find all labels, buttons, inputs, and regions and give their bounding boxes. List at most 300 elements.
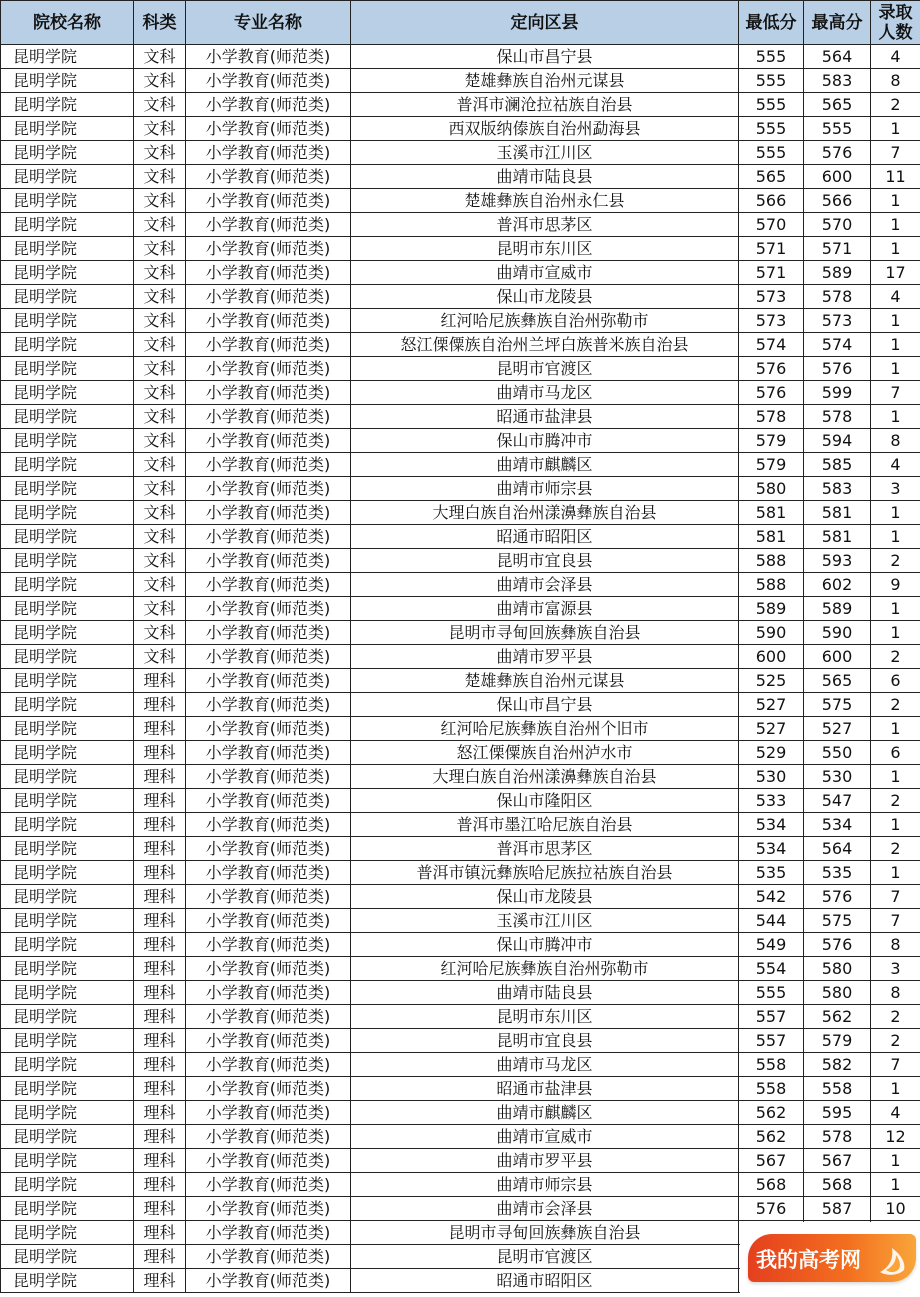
cell-category: 文科 [134, 237, 186, 261]
cell-district: 曲靖市陆良县 [351, 165, 739, 189]
cell-district: 普洱市思茅区 [351, 837, 739, 861]
cell-category: 文科 [134, 501, 186, 525]
cell-min-score: 574 [739, 333, 804, 357]
cell-category: 理科 [134, 1029, 186, 1053]
cell-school: 昆明学院 [1, 789, 134, 813]
cell-school: 昆明学院 [1, 45, 134, 69]
table-row [1, 1005, 920, 1029]
cell-min-score: 588 [739, 549, 804, 573]
table-row [1, 573, 920, 597]
cell-admitted: 1 [871, 213, 920, 237]
cell-school: 昆明学院 [1, 1221, 134, 1245]
table-row [1, 1173, 920, 1197]
cell-category: 文科 [134, 165, 186, 189]
cell-max-score: 558 [804, 1077, 871, 1101]
cell-major: 小学教育(师范类) [186, 645, 351, 669]
cell-major: 小学教育(师范类) [186, 909, 351, 933]
cell-district: 昆明市宜良县 [351, 549, 739, 573]
cell-district: 昆明市宜良县 [351, 1029, 739, 1053]
cell-max-score: 534 [804, 813, 871, 837]
cell-major: 小学教育(师范类) [186, 1221, 351, 1245]
cell-min-score: 566 [739, 189, 804, 213]
cell-category: 理科 [134, 1077, 186, 1101]
header-district: 定向区县 [351, 1, 739, 45]
table-row [1, 285, 920, 309]
cell-school: 昆明学院 [1, 1269, 134, 1293]
cell-admitted: 7 [871, 141, 920, 165]
table-row [1, 909, 920, 933]
cell-admitted: 6 [871, 669, 920, 693]
table-row [1, 237, 920, 261]
cell-district: 昭通市盐津县 [351, 405, 739, 429]
cell-major: 小学教育(师范类) [186, 693, 351, 717]
cell-school: 昆明学院 [1, 93, 134, 117]
cell-school: 昆明学院 [1, 333, 134, 357]
cell-admitted: 4 [871, 453, 920, 477]
cell-district: 普洱市墨江哈尼族自治县 [351, 813, 739, 837]
cell-category: 文科 [134, 597, 186, 621]
cell-district: 保山市隆阳区 [351, 789, 739, 813]
cell-school: 昆明学院 [1, 597, 134, 621]
cell-min-score: 568 [739, 1173, 804, 1197]
table-row [1, 1053, 920, 1077]
cell-school: 昆明学院 [1, 1197, 134, 1221]
table-row [1, 789, 920, 813]
cell-min-score: 555 [739, 141, 804, 165]
table-row [1, 741, 920, 765]
cell-category: 文科 [134, 285, 186, 309]
cell-min-score: 576 [739, 381, 804, 405]
cell-district: 楚雄彝族自治州元谋县 [351, 69, 739, 93]
cell-category: 文科 [134, 549, 186, 573]
cell-school: 昆明学院 [1, 285, 134, 309]
cell-admitted: 1 [871, 813, 920, 837]
cell-category: 理科 [134, 837, 186, 861]
table-row [1, 501, 920, 525]
cell-major: 小学教育(师范类) [186, 1077, 351, 1101]
table-row [1, 333, 920, 357]
cell-max-score: 576 [804, 357, 871, 381]
table-row [1, 1029, 920, 1053]
cell-category: 理科 [134, 813, 186, 837]
cell-max-score: 565 [804, 669, 871, 693]
cell-district: 怒江傈僳族自治州泸水市 [351, 741, 739, 765]
cell-major: 小学教育(师范类) [186, 93, 351, 117]
cell-school: 昆明学院 [1, 981, 134, 1005]
cell-admitted: 3 [871, 957, 920, 981]
cell-max-score: 571 [804, 237, 871, 261]
cell-min-score: 557 [739, 1029, 804, 1053]
cell-max-score: 578 [804, 405, 871, 429]
cell-school: 昆明学院 [1, 405, 134, 429]
cell-admitted: 2 [871, 1029, 920, 1053]
cell-major: 小学教育(师范类) [186, 933, 351, 957]
cell-category: 文科 [134, 213, 186, 237]
cell-category: 理科 [134, 1221, 186, 1245]
cell-min-score: 555 [739, 69, 804, 93]
header-category: 科类 [134, 1, 186, 45]
cell-major: 小学教育(师范类) [186, 597, 351, 621]
cell-school: 昆明学院 [1, 189, 134, 213]
cell-admitted: 2 [871, 693, 920, 717]
cell-category: 文科 [134, 645, 186, 669]
cell-school: 昆明学院 [1, 741, 134, 765]
cell-category: 理科 [134, 909, 186, 933]
cell-school: 昆明学院 [1, 69, 134, 93]
cell-max-score: 547 [804, 789, 871, 813]
table-row [1, 309, 920, 333]
cell-min-score: 557 [739, 1005, 804, 1029]
cell-admitted: 1 [871, 357, 920, 381]
cell-district: 曲靖市陆良县 [351, 981, 739, 1005]
cell-min-score: 565 [739, 165, 804, 189]
cell-category: 文科 [134, 621, 186, 645]
cell-district: 昭通市昭阳区 [351, 525, 739, 549]
cell-min-score: 576 [739, 1197, 804, 1221]
cell-max-score: 576 [804, 141, 871, 165]
cell-major: 小学教育(师范类) [186, 837, 351, 861]
cell-max-score: 582 [804, 1053, 871, 1077]
cell-max-score: 580 [804, 981, 871, 1005]
cell-admitted: 1 [871, 237, 920, 261]
cell-admitted: 4 [871, 285, 920, 309]
cell-district: 曲靖市罗平县 [351, 1149, 739, 1173]
cell-min-score: 527 [739, 717, 804, 741]
cell-school: 昆明学院 [1, 573, 134, 597]
cell-min-score: 576 [739, 357, 804, 381]
cell-max-score: 594 [804, 429, 871, 453]
cell-major: 小学教育(师范类) [186, 237, 351, 261]
cell-max-score: 579 [804, 1029, 871, 1053]
cell-district: 曲靖市马龙区 [351, 1053, 739, 1077]
cell-district: 玉溪市江川区 [351, 909, 739, 933]
table-row [1, 669, 920, 693]
table-body [1, 45, 920, 1293]
table-row [1, 165, 920, 189]
table-row [1, 381, 920, 405]
cell-district: 普洱市镇沅彝族哈尼族拉祜族自治县 [351, 861, 739, 885]
cell-min-score: 542 [739, 885, 804, 909]
cell-district: 昆明市东川区 [351, 237, 739, 261]
cell-max-score: 562 [804, 1005, 871, 1029]
cell-district: 曲靖市罗平县 [351, 645, 739, 669]
cell-admitted: 1 [871, 1149, 920, 1173]
cell-school: 昆明学院 [1, 1101, 134, 1125]
cell-max-score: 600 [804, 645, 871, 669]
cell-school: 昆明学院 [1, 525, 134, 549]
watermark-badge [748, 1234, 916, 1282]
cell-school: 昆明学院 [1, 621, 134, 645]
table-row [1, 645, 920, 669]
table-row [1, 117, 920, 141]
cell-max-score: 565 [804, 93, 871, 117]
cell-min-score: 558 [739, 1077, 804, 1101]
cell-min-score: 554 [739, 957, 804, 981]
table-row [1, 525, 920, 549]
cell-school: 昆明学院 [1, 645, 134, 669]
cell-min-score: 558 [739, 1053, 804, 1077]
cell-category: 理科 [134, 669, 186, 693]
cell-major: 小学教育(师范类) [186, 1005, 351, 1029]
cell-max-score: 583 [804, 69, 871, 93]
cell-major: 小学教育(师范类) [186, 453, 351, 477]
cell-major: 小学教育(师范类) [186, 525, 351, 549]
cell-max-score: 568 [804, 1173, 871, 1197]
cell-max-score: 581 [804, 501, 871, 525]
cell-major: 小学教育(师范类) [186, 405, 351, 429]
cell-admitted: 1 [871, 717, 920, 741]
cell-min-score: 579 [739, 453, 804, 477]
cell-major: 小学教育(师范类) [186, 573, 351, 597]
cell-admitted: 12 [871, 1125, 920, 1149]
cell-max-score: 535 [804, 861, 871, 885]
table-row [1, 981, 920, 1005]
cell-district: 普洱市澜沧拉祜族自治县 [351, 93, 739, 117]
cell-admitted: 1 [871, 861, 920, 885]
cell-max-score: 574 [804, 333, 871, 357]
cell-category: 文科 [134, 333, 186, 357]
cell-min-score: 555 [739, 45, 804, 69]
cell-category: 文科 [134, 477, 186, 501]
cell-major: 小学教育(师范类) [186, 213, 351, 237]
cell-major: 小学教育(师范类) [186, 1125, 351, 1149]
cell-major: 小学教育(师范类) [186, 141, 351, 165]
cell-major: 小学教育(师范类) [186, 765, 351, 789]
cell-category: 理科 [134, 885, 186, 909]
header-max-score: 最高分 [804, 1, 871, 45]
cell-category: 理科 [134, 1197, 186, 1221]
cell-district: 曲靖市师宗县 [351, 477, 739, 501]
cell-min-score: 535 [739, 861, 804, 885]
cell-district: 昆明市东川区 [351, 1005, 739, 1029]
cell-min-score: 580 [739, 477, 804, 501]
cell-major: 小学教育(师范类) [186, 477, 351, 501]
cell-major: 小学教育(师范类) [186, 45, 351, 69]
cell-category: 文科 [134, 117, 186, 141]
cell-school: 昆明学院 [1, 837, 134, 861]
cell-district: 曲靖市马龙区 [351, 381, 739, 405]
cell-max-score: 564 [804, 837, 871, 861]
cell-admitted: 7 [871, 885, 920, 909]
cell-category: 理科 [134, 693, 186, 717]
cell-max-score: 576 [804, 885, 871, 909]
cell-major: 小学教育(师范类) [186, 333, 351, 357]
cell-max-score: 527 [804, 717, 871, 741]
cell-min-score: 525 [739, 669, 804, 693]
cell-min-score: 567 [739, 1149, 804, 1173]
cell-admitted: 10 [871, 1197, 920, 1221]
cell-admitted: 3 [871, 477, 920, 501]
cell-admitted: 7 [871, 909, 920, 933]
cell-district: 昭通市盐津县 [351, 1077, 739, 1101]
cell-major: 小学教育(师范类) [186, 1245, 351, 1269]
table-row [1, 549, 920, 573]
table-row [1, 1197, 920, 1221]
cell-max-score: 575 [804, 909, 871, 933]
cell-admitted: 11 [871, 165, 920, 189]
cell-school: 昆明学院 [1, 501, 134, 525]
cell-school: 昆明学院 [1, 1053, 134, 1077]
cell-major: 小学教育(师范类) [186, 429, 351, 453]
cell-district: 曲靖市宣威市 [351, 261, 739, 285]
cell-major: 小学教育(师范类) [186, 861, 351, 885]
cell-max-score: 593 [804, 549, 871, 573]
cell-school: 昆明学院 [1, 1125, 134, 1149]
cell-major: 小学教育(师范类) [186, 1173, 351, 1197]
cell-major: 小学教育(师范类) [186, 1197, 351, 1221]
cell-category: 理科 [134, 1245, 186, 1269]
cell-major: 小学教育(师范类) [186, 309, 351, 333]
cell-category: 文科 [134, 573, 186, 597]
site-watermark [740, 1222, 920, 1297]
cell-min-score: 573 [739, 285, 804, 309]
cell-min-score: 555 [739, 117, 804, 141]
cell-major: 小学教育(师范类) [186, 621, 351, 645]
cell-school: 昆明学院 [1, 933, 134, 957]
table-row [1, 957, 920, 981]
table-row [1, 765, 920, 789]
cell-major: 小学教育(师范类) [186, 549, 351, 573]
table-row [1, 453, 920, 477]
cell-major: 小学教育(师范类) [186, 501, 351, 525]
cell-category: 文科 [134, 45, 186, 69]
table-row [1, 93, 920, 117]
cell-max-score: 566 [804, 189, 871, 213]
cell-major: 小学教育(师范类) [186, 1269, 351, 1293]
cell-category: 理科 [134, 957, 186, 981]
cell-min-score: 581 [739, 501, 804, 525]
cell-district: 保山市龙陵县 [351, 885, 739, 909]
cell-school: 昆明学院 [1, 141, 134, 165]
cell-major: 小学教育(师范类) [186, 117, 351, 141]
cell-min-score: 527 [739, 693, 804, 717]
cell-district: 大理白族自治州漾濞彝族自治县 [351, 765, 739, 789]
cell-district: 曲靖市会泽县 [351, 573, 739, 597]
cell-major: 小学教育(师范类) [186, 261, 351, 285]
table-row [1, 621, 920, 645]
cell-category: 文科 [134, 69, 186, 93]
cell-category: 文科 [134, 381, 186, 405]
cell-max-score: 599 [804, 381, 871, 405]
cell-admitted: 1 [871, 189, 920, 213]
cell-category: 理科 [134, 1149, 186, 1173]
cell-category: 文科 [134, 525, 186, 549]
cell-admitted: 1 [871, 117, 920, 141]
header-major: 专业名称 [186, 1, 351, 45]
cell-max-score: 550 [804, 741, 871, 765]
cell-admitted: 9 [871, 573, 920, 597]
cell-max-score: 555 [804, 117, 871, 141]
cell-major: 小学教育(师范类) [186, 789, 351, 813]
cell-district: 普洱市思茅区 [351, 213, 739, 237]
cell-category: 文科 [134, 261, 186, 285]
cell-max-score: 600 [804, 165, 871, 189]
cell-min-score: 570 [739, 213, 804, 237]
cell-district: 大理白族自治州漾濞彝族自治县 [351, 501, 739, 525]
cell-school: 昆明学院 [1, 261, 134, 285]
cell-admitted: 1 [871, 309, 920, 333]
cell-min-score: 544 [739, 909, 804, 933]
cell-school: 昆明学院 [1, 909, 134, 933]
cell-district: 曲靖市宣威市 [351, 1125, 739, 1149]
cell-category: 理科 [134, 741, 186, 765]
table-row [1, 477, 920, 501]
cell-admitted: 8 [871, 69, 920, 93]
table-row [1, 933, 920, 957]
table-header [1, 1, 920, 45]
table-row [1, 861, 920, 885]
cell-school: 昆明学院 [1, 1245, 134, 1269]
cell-min-score: 533 [739, 789, 804, 813]
cell-min-score: 555 [739, 93, 804, 117]
cell-category: 理科 [134, 1053, 186, 1077]
cell-min-score: 581 [739, 525, 804, 549]
cell-admitted: 1 [871, 333, 920, 357]
cell-max-score: 602 [804, 573, 871, 597]
watermark-text: 我的高考网 [756, 1248, 861, 1272]
cell-district: 昭通市昭阳区 [351, 1269, 739, 1293]
table-row [1, 213, 920, 237]
cell-admitted: 1 [871, 597, 920, 621]
cell-min-score: 562 [739, 1101, 804, 1125]
cell-major: 小学教育(师范类) [186, 357, 351, 381]
cell-district: 楚雄彝族自治州元谋县 [351, 669, 739, 693]
cell-category: 理科 [134, 1269, 186, 1293]
cell-major: 小学教育(师范类) [186, 669, 351, 693]
cell-admitted: 17 [871, 261, 920, 285]
cell-district: 保山市腾冲市 [351, 933, 739, 957]
cell-major: 小学教育(师范类) [186, 165, 351, 189]
table-row [1, 717, 920, 741]
cell-district: 曲靖市富源县 [351, 597, 739, 621]
cell-category: 文科 [134, 189, 186, 213]
cell-district: 昆明市官渡区 [351, 1245, 739, 1269]
cell-category: 文科 [134, 453, 186, 477]
cell-major: 小学教育(师范类) [186, 1149, 351, 1173]
cell-max-score: 573 [804, 309, 871, 333]
cell-district: 楚雄彝族自治州永仁县 [351, 189, 739, 213]
cell-school: 昆明学院 [1, 717, 134, 741]
cell-school: 昆明学院 [1, 429, 134, 453]
cell-min-score: 555 [739, 981, 804, 1005]
cell-max-score: 564 [804, 45, 871, 69]
table-row [1, 1149, 920, 1173]
cell-district: 怒江傈僳族自治州兰坪白族普米族自治县 [351, 333, 739, 357]
cell-category: 理科 [134, 1173, 186, 1197]
cell-min-score: 530 [739, 765, 804, 789]
cell-category: 理科 [134, 1125, 186, 1149]
cell-school: 昆明学院 [1, 1005, 134, 1029]
cell-school: 昆明学院 [1, 117, 134, 141]
cell-min-score: 578 [739, 405, 804, 429]
cell-min-score: 549 [739, 933, 804, 957]
cell-max-score: 530 [804, 765, 871, 789]
cell-district: 昆明市寻甸回族彝族自治县 [351, 1221, 739, 1245]
cell-min-score: 529 [739, 741, 804, 765]
cell-district: 红河哈尼族彝族自治州弥勒市 [351, 309, 739, 333]
cell-min-score: 534 [739, 813, 804, 837]
cell-district: 昆明市官渡区 [351, 357, 739, 381]
cell-max-score: 578 [804, 1125, 871, 1149]
cell-admitted: 1 [871, 621, 920, 645]
cell-school: 昆明学院 [1, 381, 134, 405]
cell-max-score: 567 [804, 1149, 871, 1173]
cell-major: 小学教育(师范类) [186, 69, 351, 93]
cell-max-score: 578 [804, 285, 871, 309]
cell-district: 保山市昌宁县 [351, 693, 739, 717]
cell-max-score: 590 [804, 621, 871, 645]
cell-min-score: 588 [739, 573, 804, 597]
